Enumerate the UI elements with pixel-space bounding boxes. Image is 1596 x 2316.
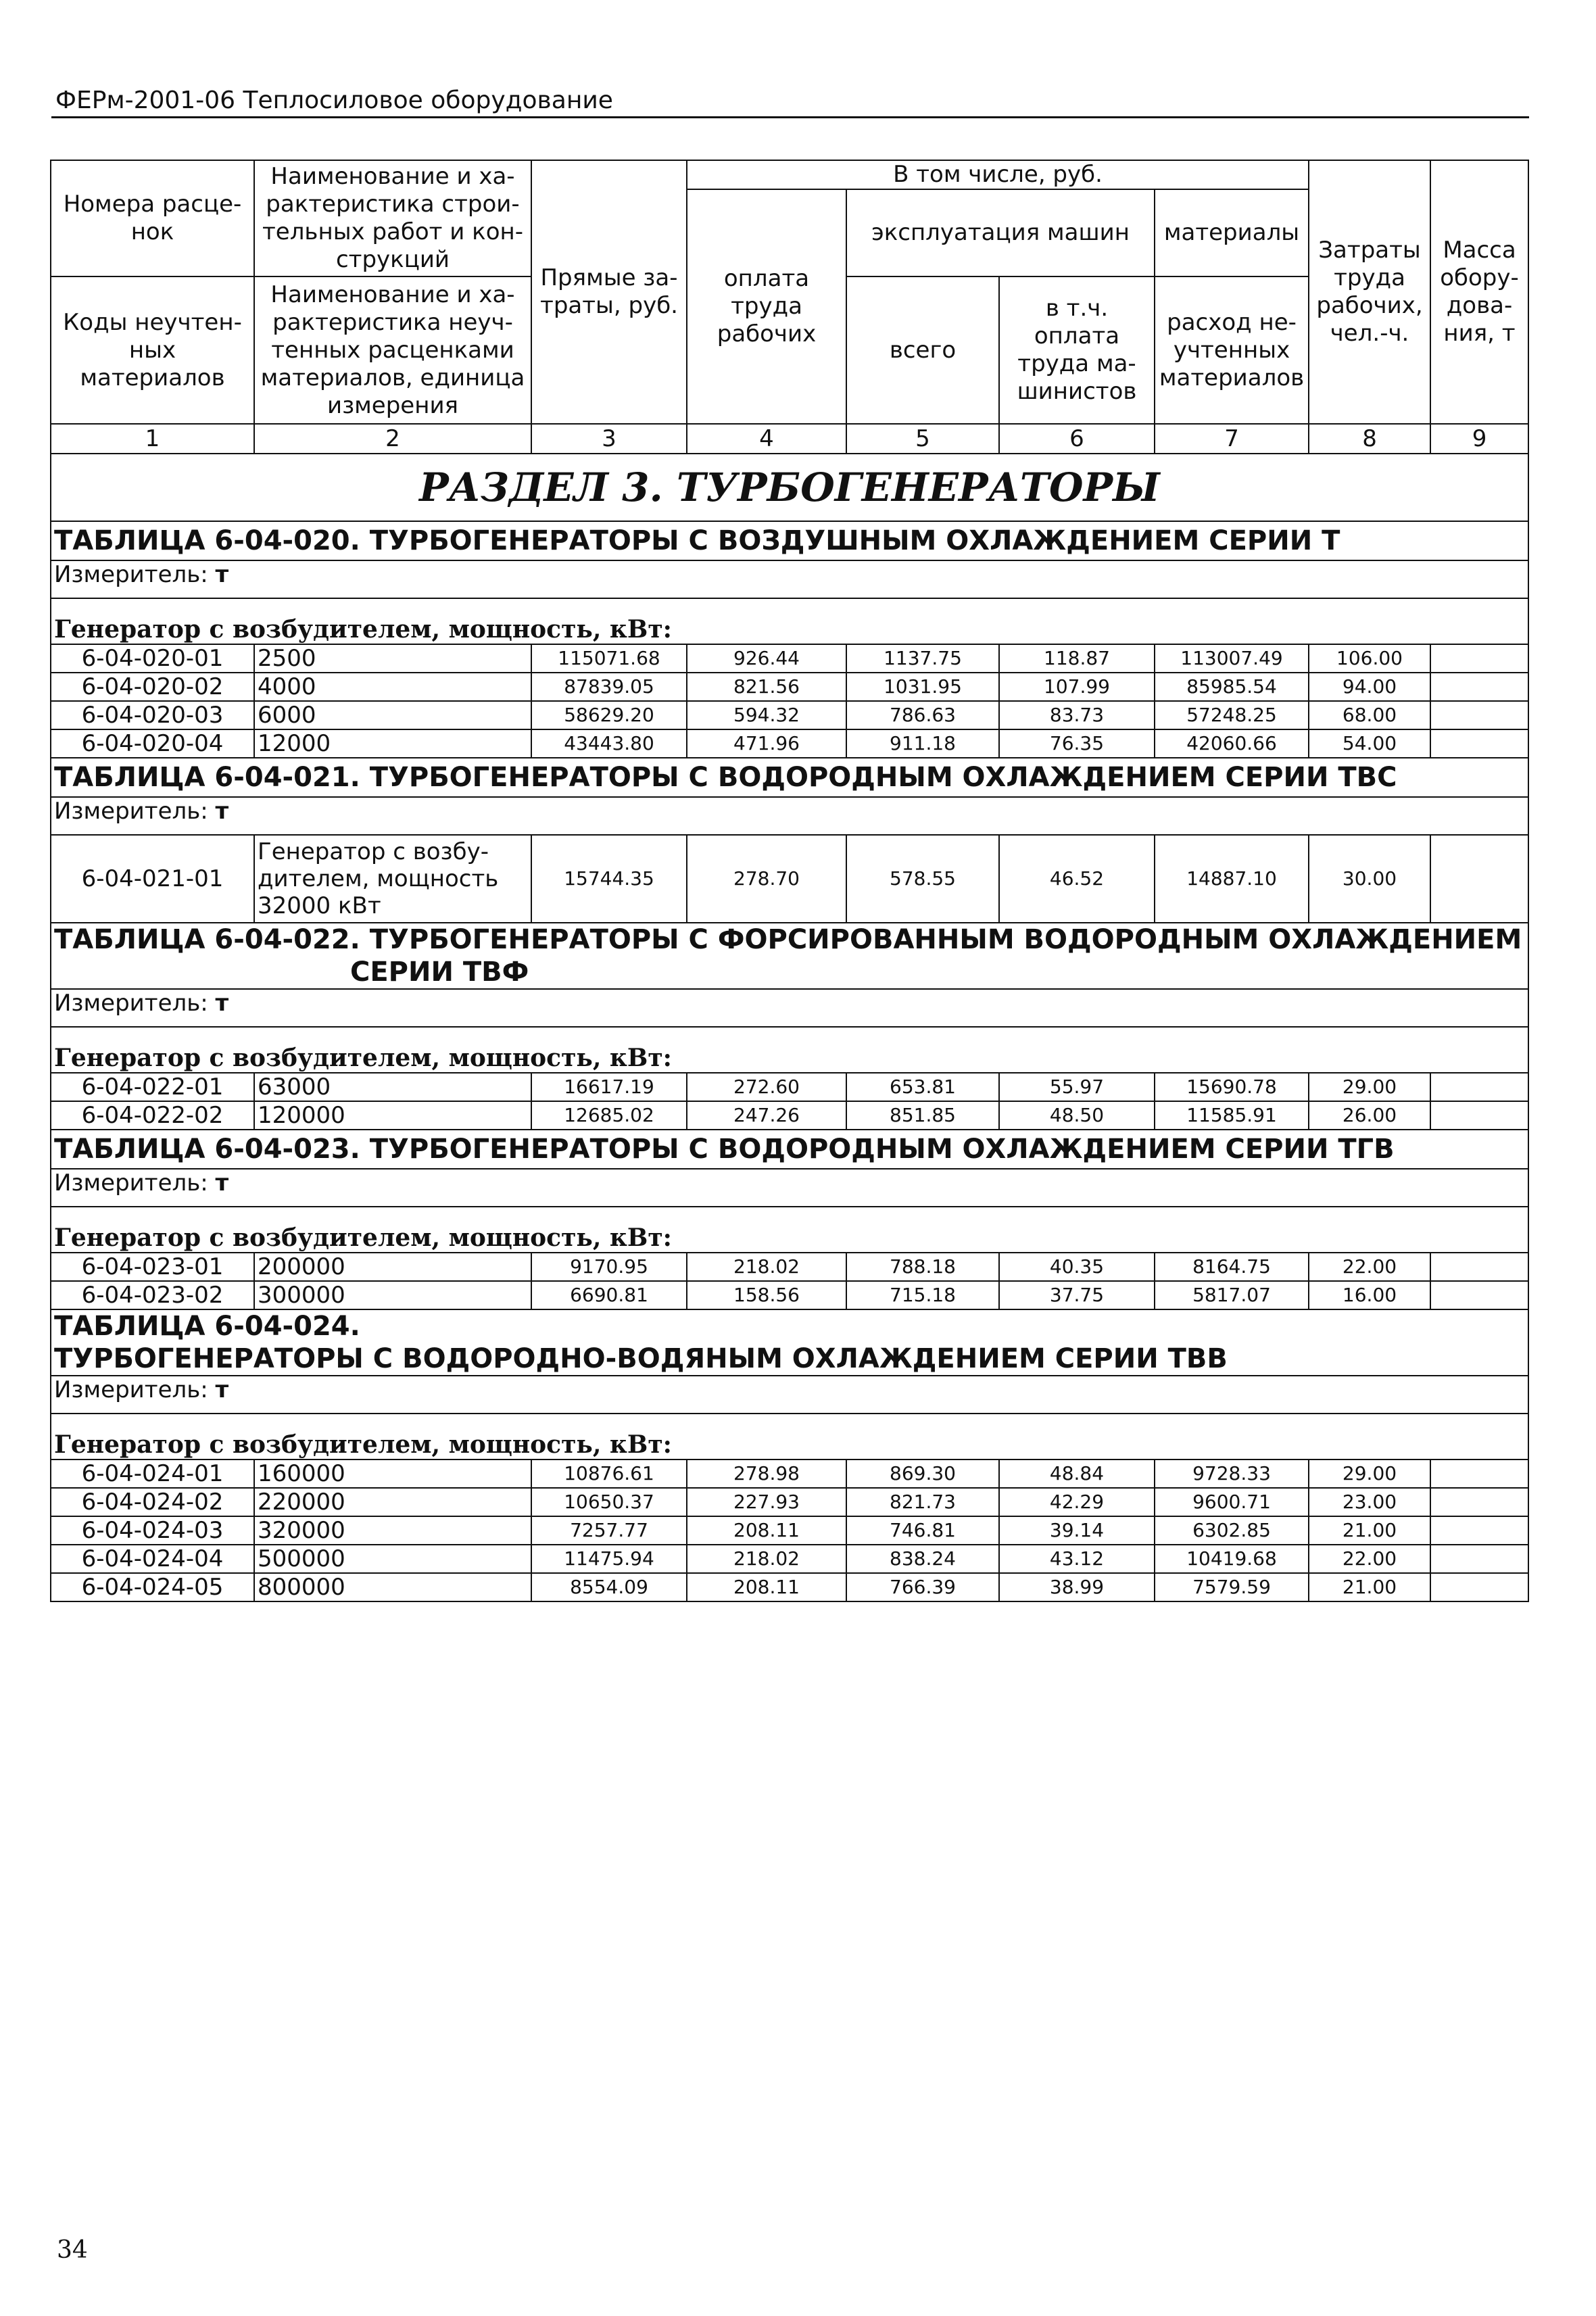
value-cell: 58629.20 xyxy=(531,701,687,729)
value-cell: 11585.91 xyxy=(1155,1101,1309,1130)
rate-code: 6-04-024-02 xyxy=(51,1488,254,1516)
generator-subheading: Генератор с возбудителем, мощность, кВт: xyxy=(51,1207,1528,1253)
value-cell: 247.26 xyxy=(687,1101,846,1130)
value-cell: 851.85 xyxy=(846,1101,999,1130)
header-material-codes: Коды неучтен-ных материалов xyxy=(51,276,254,424)
header-incl-group: В том числе, руб. xyxy=(687,160,1309,189)
value-cell: 48.84 xyxy=(999,1459,1155,1488)
rate-name: 63000 xyxy=(254,1073,531,1101)
value-cell: 22.00 xyxy=(1309,1545,1430,1573)
value-cell: 87839.05 xyxy=(531,673,687,701)
header-machines-total: всего xyxy=(846,276,999,424)
rate-name: 220000 xyxy=(254,1488,531,1516)
value-cell: 5817.07 xyxy=(1155,1281,1309,1309)
rate-code: 6-04-020-01 xyxy=(51,644,254,673)
value-cell: 926.44 xyxy=(687,644,846,673)
unit-label: Измеритель: xyxy=(54,1169,208,1197)
table-title-number: ТАБЛИЦА 6-04-022. xyxy=(54,924,360,955)
running-header: ФЕРм-2001-06 Теплосиловое оборудование xyxy=(55,87,613,114)
value-cell: 40.35 xyxy=(999,1253,1155,1281)
column-number: 1 xyxy=(51,424,254,454)
value-cell: 57248.25 xyxy=(1155,701,1309,729)
rate-name: 500000 xyxy=(254,1545,531,1573)
value-cell: 208.11 xyxy=(687,1516,846,1545)
table-title-number: ТАБЛИЦА 6-04-021. xyxy=(54,762,360,793)
value-cell: 68.00 xyxy=(1309,701,1430,729)
header-materials: материалы xyxy=(1155,189,1309,276)
rate-code: 6-04-022-02 xyxy=(51,1101,254,1130)
value-cell: 16617.19 xyxy=(531,1073,687,1101)
value-cell: 278.98 xyxy=(687,1459,846,1488)
table-row xyxy=(51,1573,1528,1601)
table-title-row xyxy=(51,521,1528,560)
value-cell: 46.52 xyxy=(999,835,1155,923)
header-rule xyxy=(51,116,1529,118)
value-cell: 12685.02 xyxy=(531,1101,687,1130)
value-cell: 15744.35 xyxy=(531,835,687,923)
value-cell xyxy=(1430,835,1528,923)
column-number: 5 xyxy=(846,424,999,454)
value-cell: 578.55 xyxy=(846,835,999,923)
table-row xyxy=(51,1073,1528,1101)
table-row xyxy=(51,1101,1528,1130)
table-row xyxy=(51,1545,1528,1573)
unit-cell xyxy=(51,989,1528,1027)
table-row xyxy=(51,1281,1528,1309)
rate-code: 6-04-024-01 xyxy=(51,1459,254,1488)
table-title-continuation: СЕРИИ ТВФ xyxy=(350,957,529,988)
table-title-text: ТУРБОГЕНЕРАТОРЫ С ФОРСИРОВАННЫМ ВОДОРОДНЫМ ОХЛАЖДЕНИЕМ xyxy=(369,924,1522,955)
value-cell xyxy=(1430,1545,1528,1573)
value-cell: 208.11 xyxy=(687,1573,846,1601)
unit-value: т xyxy=(215,561,229,588)
value-cell: 22.00 xyxy=(1309,1253,1430,1281)
table-row xyxy=(51,673,1528,701)
rate-name: 160000 xyxy=(254,1459,531,1488)
column-number: 4 xyxy=(687,424,846,454)
value-cell: 10419.68 xyxy=(1155,1545,1309,1573)
column-number: 2 xyxy=(254,424,531,454)
value-cell: 11475.94 xyxy=(531,1545,687,1573)
table-title xyxy=(51,1130,1528,1169)
unit-label: Измеритель: xyxy=(54,561,208,588)
unit-row xyxy=(51,1169,1528,1207)
table-row xyxy=(51,729,1528,758)
unit-label: Измеритель: xyxy=(54,1376,208,1403)
column-number: 9 xyxy=(1430,424,1528,454)
page-number: 34 xyxy=(57,2236,88,2264)
generator-subheading: Генератор с возбудителем, мощность, кВт: xyxy=(51,1414,1528,1459)
value-cell xyxy=(1430,644,1528,673)
table-title-number: ТАБЛИЦА 6-04-024. xyxy=(54,1311,360,1342)
value-cell: 113007.49 xyxy=(1155,644,1309,673)
table-row xyxy=(51,1516,1528,1545)
rate-code: 6-04-024-05 xyxy=(51,1573,254,1601)
unit-value: т xyxy=(215,990,229,1017)
unit-row xyxy=(51,1376,1528,1414)
value-cell: 8554.09 xyxy=(531,1573,687,1601)
value-cell: 7257.77 xyxy=(531,1516,687,1545)
value-cell: 83.73 xyxy=(999,701,1155,729)
value-cell xyxy=(1430,1073,1528,1101)
value-cell: 29.00 xyxy=(1309,1073,1430,1101)
header-equipment-mass: Масса обору-дова-ния, т xyxy=(1430,160,1528,424)
value-cell: 14887.10 xyxy=(1155,835,1309,923)
rate-name: 200000 xyxy=(254,1253,531,1281)
table-title xyxy=(51,923,1528,989)
unit-cell xyxy=(51,797,1528,835)
header-work-name: Наименование и ха-рактеристика строи-тельных работ и кон-струкций xyxy=(254,160,531,276)
rate-code: 6-04-024-03 xyxy=(51,1516,254,1545)
column-number: 6 xyxy=(999,424,1155,454)
value-cell: 29.00 xyxy=(1309,1459,1430,1488)
column-number: 3 xyxy=(531,424,687,454)
table-title-text: ТУРБОГЕНЕРАТОРЫ С ВОДОРОДНО-ВОДЯНЫМ ОХЛАЖДЕНИЕМ СЕРИИ ТВВ xyxy=(54,1343,1228,1374)
header-row-1 xyxy=(51,160,1528,189)
value-cell: 118.87 xyxy=(999,644,1155,673)
table-title-row xyxy=(51,1309,1528,1376)
value-cell: 94.00 xyxy=(1309,673,1430,701)
rate-name: 4000 xyxy=(254,673,531,701)
table-title-row xyxy=(51,923,1528,989)
unit-value: т xyxy=(215,798,229,825)
value-cell: 218.02 xyxy=(687,1253,846,1281)
header-rate-numbers: Номера расце-нок xyxy=(51,160,254,276)
unit-cell xyxy=(51,560,1528,598)
header-labor-cost: Затраты труда рабочих, чел.-ч. xyxy=(1309,160,1430,424)
value-cell: 9170.95 xyxy=(531,1253,687,1281)
generator-subheading-row xyxy=(51,1207,1528,1253)
value-cell: 9728.33 xyxy=(1155,1459,1309,1488)
generator-subheading: Генератор с возбудителем, мощность, кВт: xyxy=(51,598,1528,644)
unit-row xyxy=(51,797,1528,835)
value-cell: 821.73 xyxy=(846,1488,999,1516)
unit-label: Измеритель: xyxy=(54,990,208,1017)
column-number: 7 xyxy=(1155,424,1309,454)
unit-row xyxy=(51,989,1528,1027)
table-title-row xyxy=(51,758,1528,797)
value-cell: 85985.54 xyxy=(1155,673,1309,701)
rate-code: 6-04-022-01 xyxy=(51,1073,254,1101)
rate-name: 800000 xyxy=(254,1573,531,1601)
value-cell xyxy=(1430,1101,1528,1130)
value-cell: 869.30 xyxy=(846,1459,999,1488)
rate-name: 320000 xyxy=(254,1516,531,1545)
rate-name: 6000 xyxy=(254,701,531,729)
unit-row xyxy=(51,560,1528,598)
table-row xyxy=(51,1253,1528,1281)
rate-code: 6-04-020-03 xyxy=(51,701,254,729)
value-cell xyxy=(1430,1459,1528,1488)
value-cell: 55.97 xyxy=(999,1073,1155,1101)
value-cell: 26.00 xyxy=(1309,1101,1430,1130)
value-cell: 786.63 xyxy=(846,701,999,729)
value-cell: 788.18 xyxy=(846,1253,999,1281)
header-worker-pay: оплата труда рабочих xyxy=(687,189,846,424)
rates-table xyxy=(50,160,1529,1602)
value-cell: 42.29 xyxy=(999,1488,1155,1516)
rate-code: 6-04-020-04 xyxy=(51,729,254,758)
value-cell xyxy=(1430,729,1528,758)
table-title-text: ТУРБОГЕНЕРАТОРЫ С ВОДОРОДНЫМ ОХЛАЖДЕНИЕМ СЕРИИ ТГВ xyxy=(369,1134,1395,1165)
value-cell: 10650.37 xyxy=(531,1488,687,1516)
table-title-row xyxy=(51,1130,1528,1169)
generator-subheading-row xyxy=(51,598,1528,644)
generator-subheading-row xyxy=(51,1414,1528,1459)
table-title-number: ТАБЛИЦА 6-04-020. xyxy=(54,525,360,556)
header-unaccounted-materials: расход не-учтенных материалов xyxy=(1155,276,1309,424)
generator-subheading: Генератор с возбудителем, мощность, кВт: xyxy=(51,1027,1528,1073)
rate-code: 6-04-023-01 xyxy=(51,1253,254,1281)
value-cell xyxy=(1430,701,1528,729)
table-title xyxy=(51,758,1528,797)
rate-name: 2500 xyxy=(254,644,531,673)
value-cell: 594.32 xyxy=(687,701,846,729)
value-cell: 278.70 xyxy=(687,835,846,923)
value-cell: 1031.95 xyxy=(846,673,999,701)
value-cell: 471.96 xyxy=(687,729,846,758)
rate-name: 300000 xyxy=(254,1281,531,1309)
column-number-row xyxy=(51,424,1528,454)
header-operator-pay: в т.ч. оплата труда ма-шинистов xyxy=(999,276,1155,424)
header-direct-costs: Прямые за-траты, руб. xyxy=(531,160,687,424)
table-title-number: ТАБЛИЦА 6-04-023. xyxy=(54,1134,360,1165)
unit-value: т xyxy=(215,1376,229,1403)
value-cell: 54.00 xyxy=(1309,729,1430,758)
section-row xyxy=(51,454,1528,521)
header-machines: эксплуатация машин xyxy=(846,189,1155,276)
value-cell: 15690.78 xyxy=(1155,1073,1309,1101)
value-cell: 8164.75 xyxy=(1155,1253,1309,1281)
value-cell: 911.18 xyxy=(846,729,999,758)
value-cell: 43443.80 xyxy=(531,729,687,758)
table-title-text: ТУРБОГЕНЕРАТОРЫ С ВОДОРОДНЫМ ОХЛАЖДЕНИЕМ СЕРИИ ТВС xyxy=(369,762,1397,793)
header-material-name: Наименование и ха-рактеристика неуч-тенных расценками материалов, единица измерения xyxy=(254,276,531,424)
value-cell xyxy=(1430,1488,1528,1516)
table-row xyxy=(51,1488,1528,1516)
unit-cell xyxy=(51,1169,1528,1207)
value-cell: 6302.85 xyxy=(1155,1516,1309,1545)
value-cell: 30.00 xyxy=(1309,835,1430,923)
rate-code: 6-04-021-01 xyxy=(51,835,254,923)
table-title-text: ТУРБОГЕНЕРАТОРЫ С ВОЗДУШНЫМ ОХЛАЖДЕНИЕМ СЕРИИ Т xyxy=(369,525,1340,556)
value-cell: 821.56 xyxy=(687,673,846,701)
table-row xyxy=(51,835,1528,923)
value-cell xyxy=(1430,1573,1528,1601)
value-cell: 21.00 xyxy=(1309,1573,1430,1601)
value-cell: 106.00 xyxy=(1309,644,1430,673)
value-cell xyxy=(1430,673,1528,701)
table-row xyxy=(51,701,1528,729)
value-cell: 218.02 xyxy=(687,1545,846,1573)
unit-value: т xyxy=(215,1169,229,1197)
value-cell: 23.00 xyxy=(1309,1488,1430,1516)
value-cell: 766.39 xyxy=(846,1573,999,1601)
value-cell xyxy=(1430,1281,1528,1309)
table-row xyxy=(51,1459,1528,1488)
value-cell: 21.00 xyxy=(1309,1516,1430,1545)
rate-code: 6-04-023-02 xyxy=(51,1281,254,1309)
value-cell: 7579.59 xyxy=(1155,1573,1309,1601)
value-cell: 272.60 xyxy=(687,1073,846,1101)
value-cell: 38.99 xyxy=(999,1573,1155,1601)
column-number: 8 xyxy=(1309,424,1430,454)
value-cell: 107.99 xyxy=(999,673,1155,701)
value-cell: 158.56 xyxy=(687,1281,846,1309)
generator-subheading-row xyxy=(51,1027,1528,1073)
unit-label: Измеритель: xyxy=(54,798,208,825)
value-cell: 42060.66 xyxy=(1155,729,1309,758)
value-cell: 1137.75 xyxy=(846,644,999,673)
value-cell: 6690.81 xyxy=(531,1281,687,1309)
value-cell: 838.24 xyxy=(846,1545,999,1573)
value-cell: 43.12 xyxy=(999,1545,1155,1573)
table-title xyxy=(51,521,1528,560)
value-cell: 37.75 xyxy=(999,1281,1155,1309)
value-cell: 653.81 xyxy=(846,1073,999,1101)
rate-name: Генератор с возбу-дителем, мощность 32000 кВт xyxy=(254,835,531,923)
value-cell: 9600.71 xyxy=(1155,1488,1309,1516)
value-cell: 715.18 xyxy=(846,1281,999,1309)
value-cell: 10876.61 xyxy=(531,1459,687,1488)
rate-name: 12000 xyxy=(254,729,531,758)
table-row xyxy=(51,644,1528,673)
table-title xyxy=(51,1309,1528,1376)
value-cell: 227.93 xyxy=(687,1488,846,1516)
value-cell: 48.50 xyxy=(999,1101,1155,1130)
rate-code: 6-04-020-02 xyxy=(51,673,254,701)
value-cell: 39.14 xyxy=(999,1516,1155,1545)
value-cell: 746.81 xyxy=(846,1516,999,1545)
value-cell xyxy=(1430,1253,1528,1281)
value-cell: 16.00 xyxy=(1309,1281,1430,1309)
value-cell: 76.35 xyxy=(999,729,1155,758)
rate-name: 120000 xyxy=(254,1101,531,1130)
rate-code: 6-04-024-04 xyxy=(51,1545,254,1573)
unit-cell xyxy=(51,1376,1528,1414)
value-cell: 115071.68 xyxy=(531,644,687,673)
section-title: РАЗДЕЛ 3. ТУРБОГЕНЕРАТОРЫ xyxy=(51,454,1528,521)
value-cell xyxy=(1430,1516,1528,1545)
